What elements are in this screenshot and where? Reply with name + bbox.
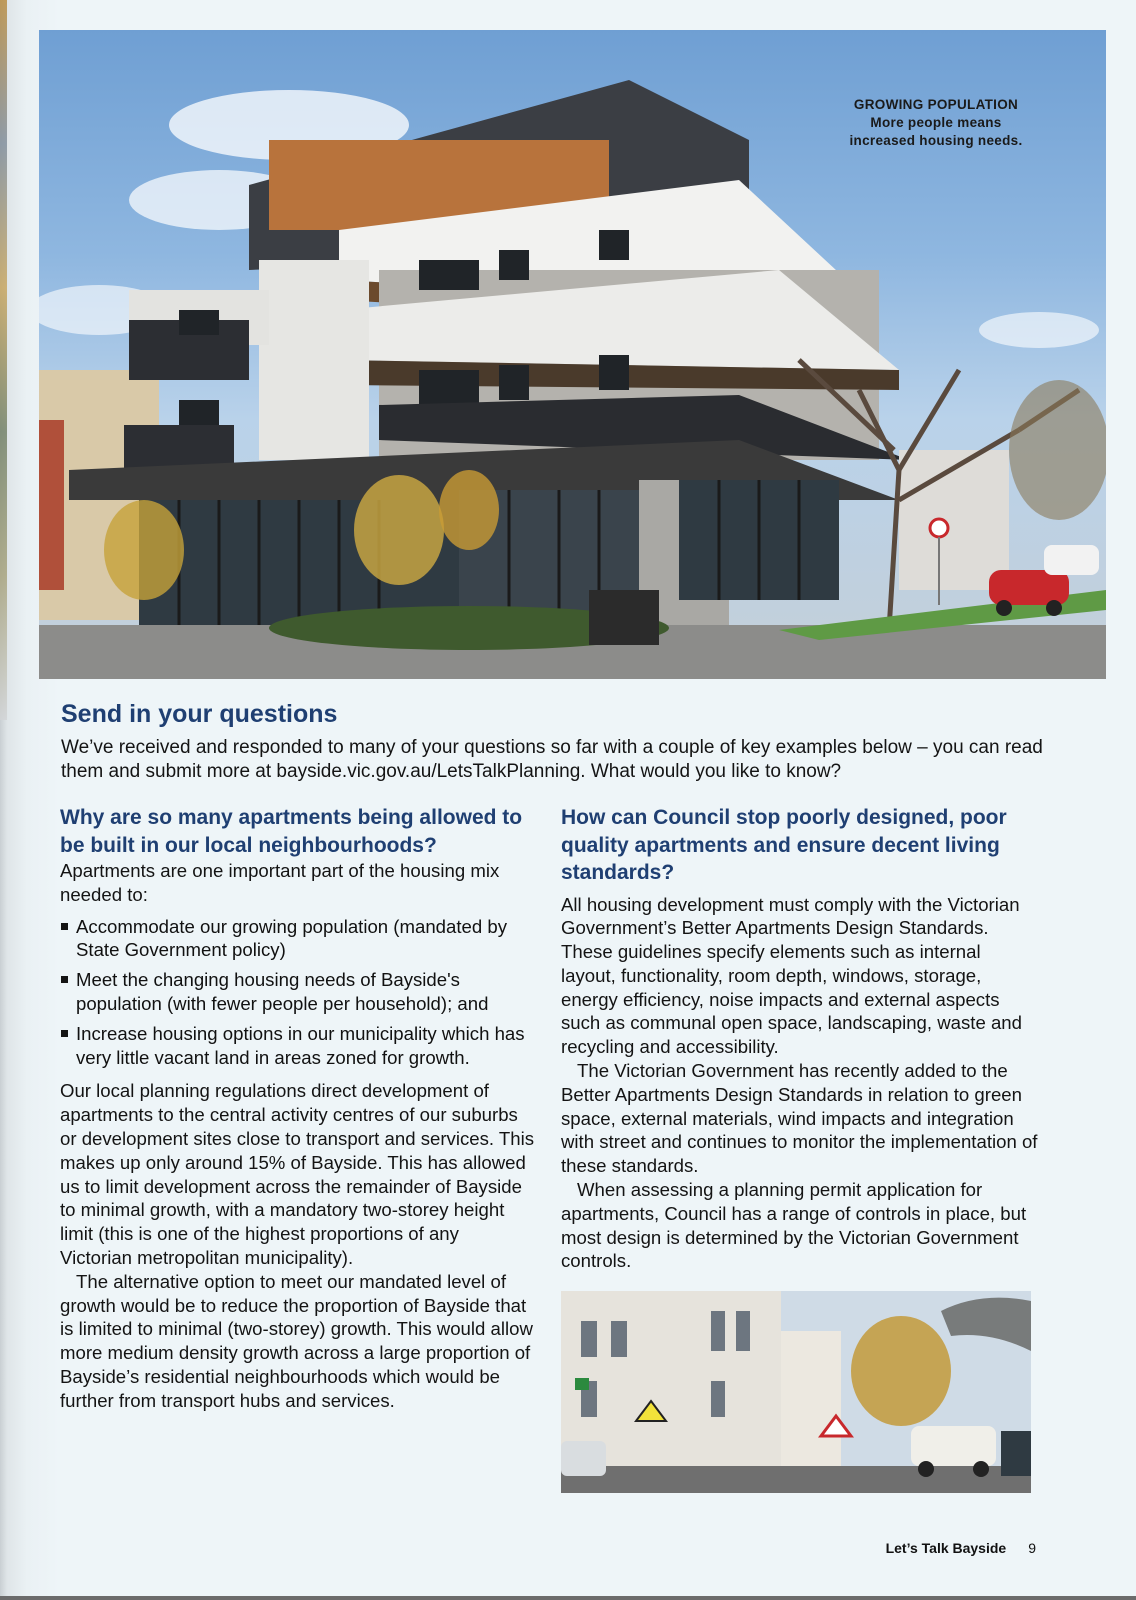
bullet-text: Increase housing options in our municipality which has very little vacant land in areas zoned for growth. [76,1022,525,1068]
page-footer [886,1540,1036,1556]
intro-paragraph: We’ve received and responded to many of your questions so far with a couple of key examples below – you can read them and submit more at bayside.vic.gov.au/LetsTalkPlanning. What would you like to know? [61,737,1043,782]
list-item [60,1022,536,1070]
bullet-list [60,915,536,1070]
right-paragraph-1: All housing development must comply with the Victorian Government’s Better Apartments Design Standards. These guidelines specify elements such as internal layout, functionality, room depth, windows, storage, energy efficiency, noise impacts and external aspects such as communal open space, landscaping, waste and recycling and accessibility. [561,893,1022,1058]
hero-caption [836,96,1036,150]
left-column [60,804,536,1413]
left-paragraph-1: Our local planning regulations direct development of apartments to the central activity centres of our suburbs or development sites close to transport and services. This makes up only around 15% of Bayside. This has allowed us to limit development across the remainder of Bayside to minimal growth, with a mandatory two-storey height limit (this is one of the highest proportions of any Victorian metropolitan municipality). [60,1080,535,1268]
bullet-text: Accommodate our growing population (mandated by State Government policy) [76,915,508,961]
hero-caption-title: GROWING POPULATION [853,97,1019,112]
bullet-square-icon [61,1030,68,1037]
left-question-heading: Why are so many apartments being allowed to be built in our local neighbourhoods? [60,806,523,857]
right-paragraph-3: When assessing a planning permit application for apartments, Council has a range of controls in place, but most design is determined by the Victorian Government controls. [561,1179,1027,1272]
right-paragraph-2: The Victorian Government has recently added to the Better Apartments Design Standards in relation to green space, external materials, wind impacts and integration with street and continues to monitor the implementation of these standards. [561,1060,1038,1177]
bullet-square-icon [61,976,68,983]
street-scene-illustration [561,1291,1031,1493]
section-heading: Send in your questions [61,700,338,728]
hero-caption-text: More people means increased housing needs. [849,115,1023,148]
bullet-square-icon [61,923,68,930]
page-number: 9 [1028,1540,1036,1556]
list-item [60,915,536,963]
left-lead-text: Apartments are one important part of the housing mix needed to: [60,860,500,905]
page-bottom-edge [0,1596,1136,1600]
right-question-heading: How can Council stop poorly designed, poor quality apartments and ensure decent living standards? [561,806,1007,884]
publication-title: Let’s Talk Bayside [885,1540,1007,1556]
left-paragraph-2: The alternative option to meet our mandated level of growth would be to reduce the proportion of Bayside that is limited to minimal (two-storey) growth. This would allow more medium density growth across a large proportion of Bayside’s residential neighbourhoods which would be further from transport hubs and services. [60,1270,533,1411]
hero-apartment-photo [39,30,1106,679]
street-scene-photo [561,1291,1031,1493]
list-item [60,968,536,1016]
adjacent-page-strip [0,0,7,720]
bullet-text: Meet the changing housing needs of Bayside's population (with fewer people per household); and [76,969,489,1014]
right-column [561,804,1039,1493]
